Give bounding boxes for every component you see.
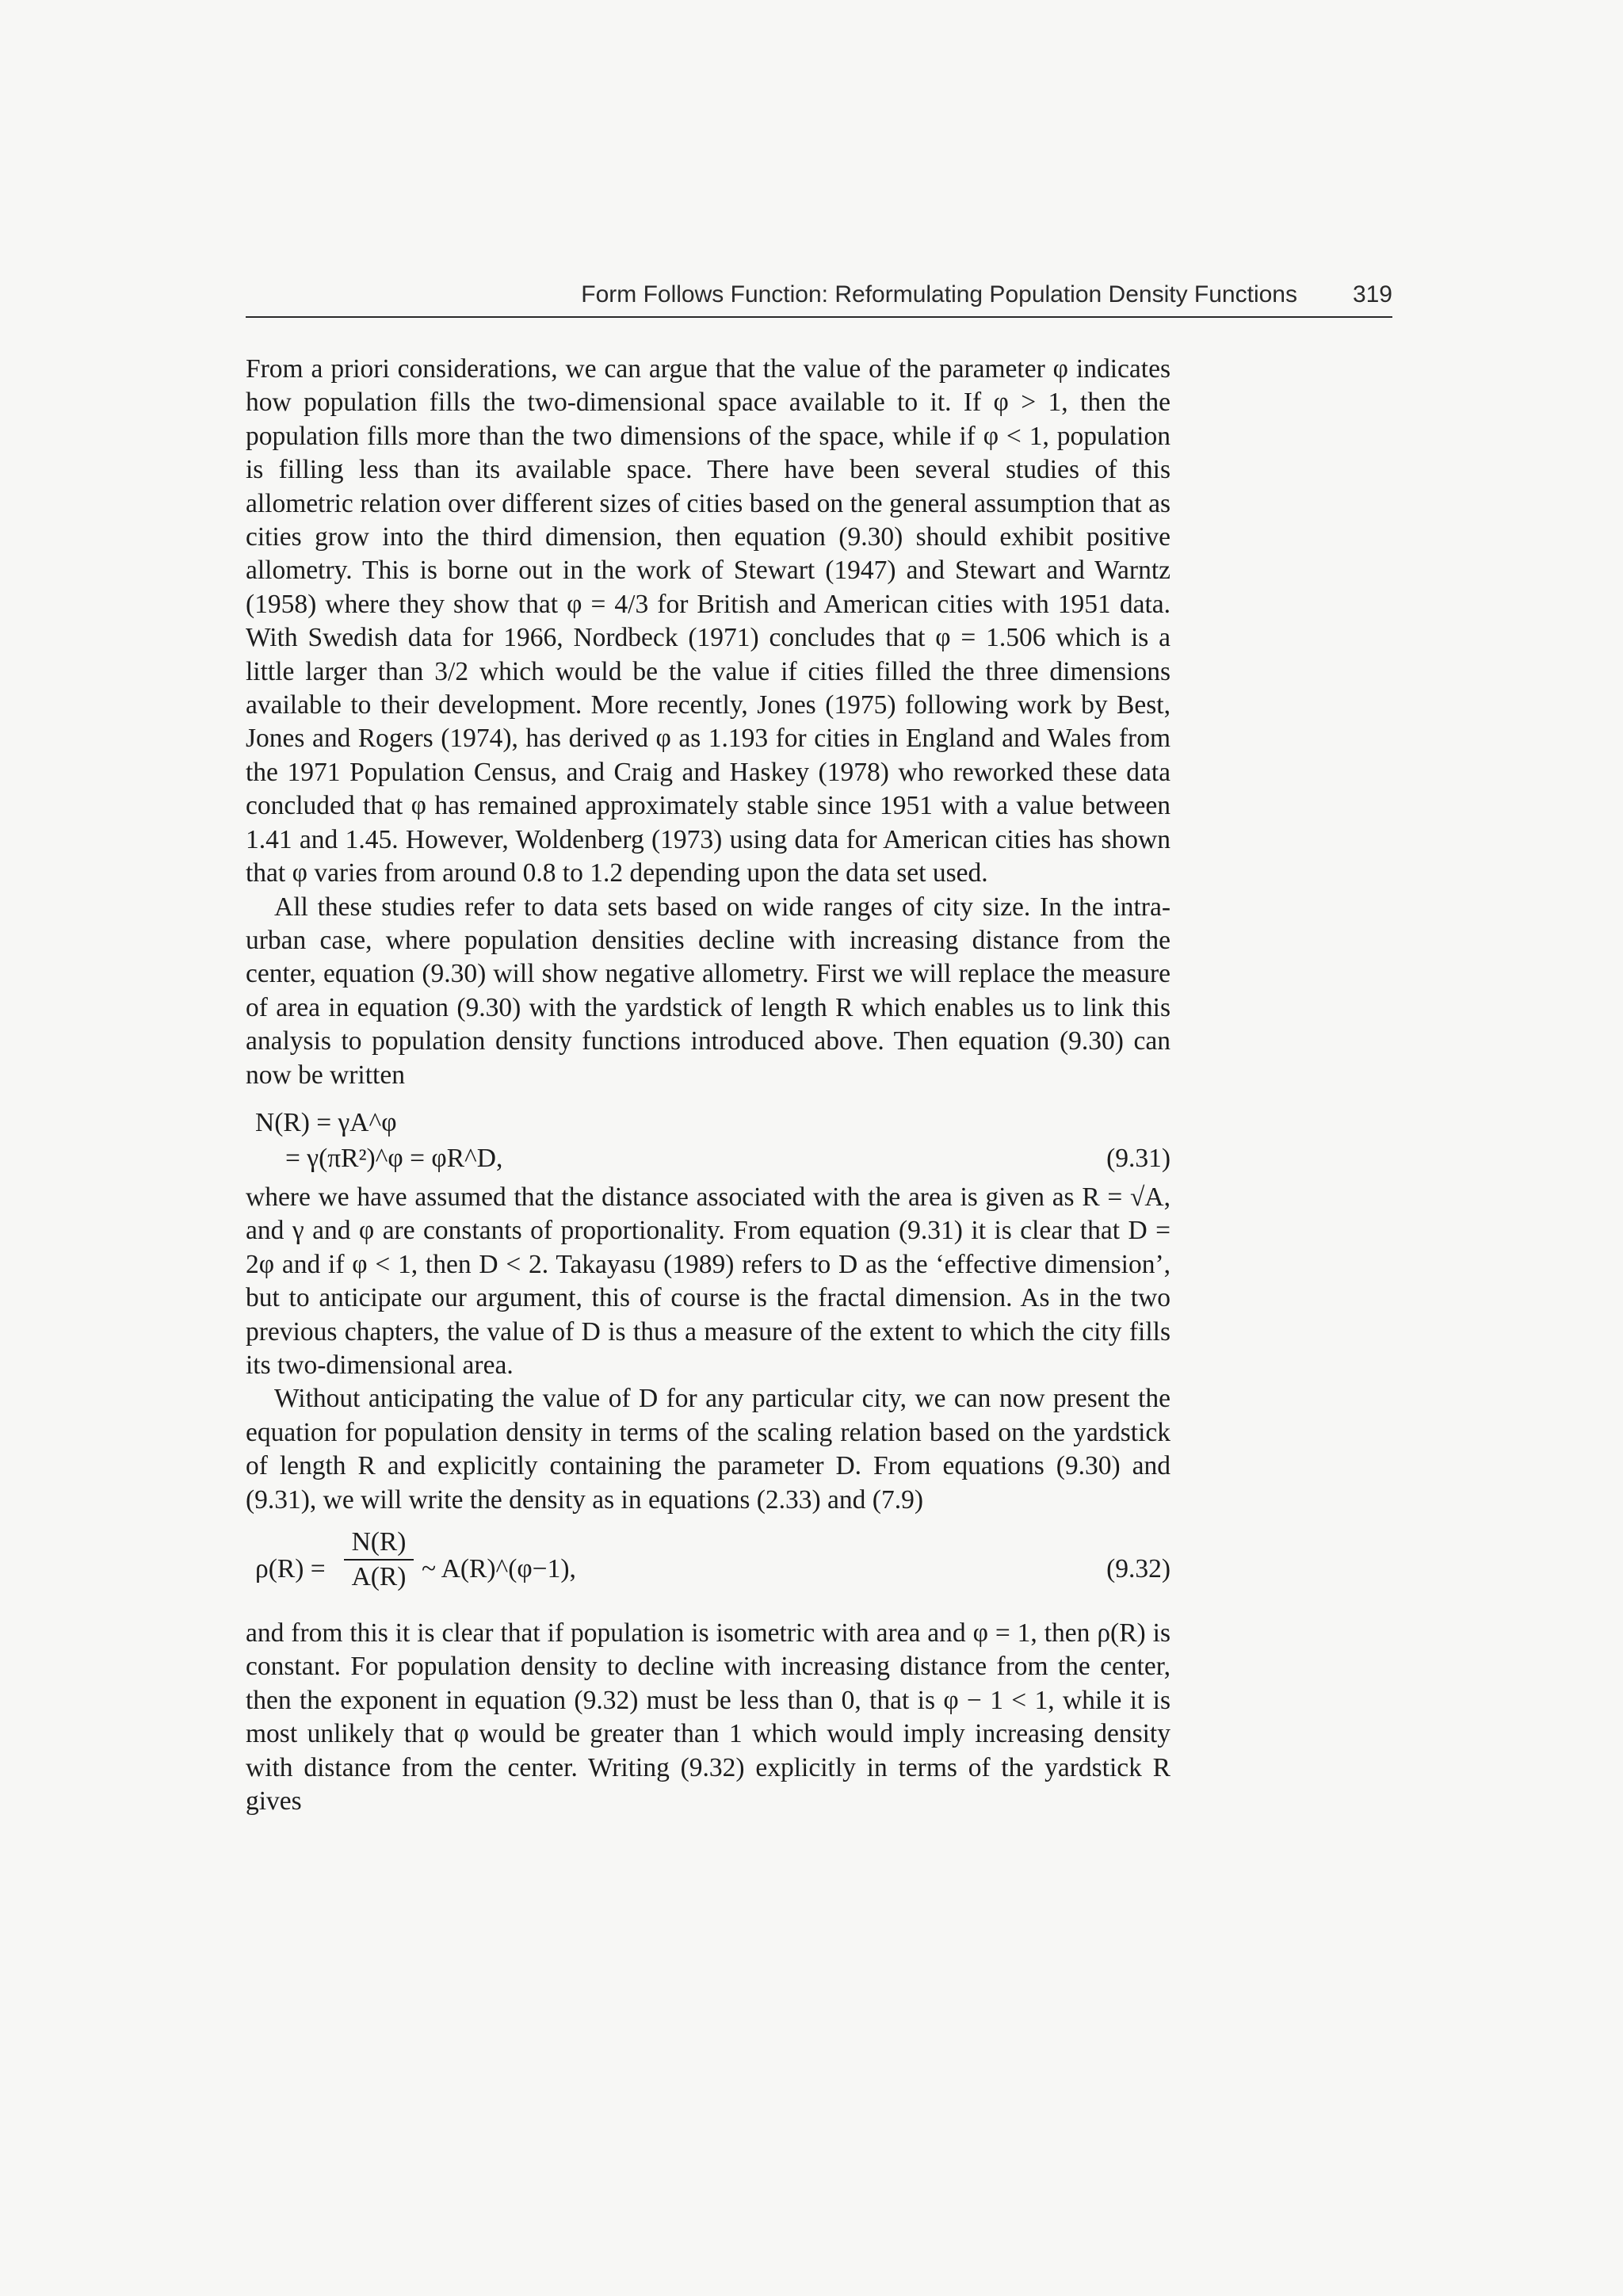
- equation-9-31-line-2: [246, 1142, 1170, 1178]
- paragraph-3: where we have assumed that the distance associated with the area is given as R = √A, and γ and φ are constants of proportionality. From equation (9.31) it is clear that D = 2φ and if φ < 1, then D < 2. Takayasu (1989) refers to D as the ‘effective dimension’, but to anticipate our argument, this of course is the fractal dimension. As in the two previous chapters, the value of D is thus a measure of the extent to which the city fills its two-dimensional area.: [246, 1182, 1170, 1380]
- body-text: [246, 353, 1170, 1818]
- fraction-denominator: A(R): [351, 1562, 407, 1591]
- paragraph-4: Without anticipating the value of D for any particular city, we can now present the equation for population density in terms of the scaling relation based on the yardstick of length R and explicitly containing the parameter D. From equations (9.30) and (9.31), we will write the density as in equations (2.33) and (7.9): [246, 1384, 1170, 1515]
- paragraph-5: and from this it is clear that if population is isometric with area and φ = 1, then ρ(R) is constant. For population density to decline with increasing distance from the center, then the exponent in equation (9.32) must be less than 0, that is φ − 1 < 1, while it is most unlikely that φ would be greater than 1 which would imply increasing density with distance from the center. Writing (9.32) explicitly in terms of the yardstick R gives: [246, 1618, 1170, 1817]
- equation-9-31-line-1: [246, 1106, 1170, 1142]
- equation-lhs: ρ(R) =: [255, 1554, 326, 1584]
- fraction-bar: [344, 1559, 414, 1561]
- equation-number: (9.32): [1106, 1554, 1170, 1584]
- fraction-numerator: N(R): [351, 1527, 407, 1557]
- equation-9-32: [246, 1526, 1170, 1612]
- running-title: Form Follows Function: Reformulating Population Density Functions: [581, 281, 1297, 308]
- page-number: 319: [1352, 281, 1392, 308]
- equation-expression: N(R) = γA^φ: [255, 1107, 397, 1137]
- paragraph-1: From a priori considerations, we can argue that the value of the parameter φ indicates how population fills the two-dimensional space available to it. If φ > 1, then the population fills more than the two dimensions of the space, while if φ < 1, population is filling less than its available space. There have been several studies of this allometric relation over different sizes of cities based on the general assumption that as cities grow into the third dimension, then equation (9.30) should exhibit positive allometry. This is borne out in the work of Stewart (1947) and Stewart and Warntz (1958) where they show that φ = 4/3 for British and American cities with 1951 data. With Swedish data for 1966, Nordbeck (1971) concludes that φ = 1.506 which is a little larger than 3/2 which would be the value if cities filled the three dimensions available to their development. More recently, Jones (1975) following work by Best, Jones and Rogers (1974), has derived φ as 1.193 for cities in England and Wales from the 1971 Population Census, and Craig and Haskey (1978) who reworked these data concluded that φ has remained approximately stable since 1951 with a value between 1.41 and 1.45. However, Woldenberg (1973) using data for American cities has shown that φ varies from around 0.8 to 1.2 depending upon the data set used.: [246, 354, 1170, 888]
- paragraph-2: All these studies refer to data sets based on wide ranges of city size. In the intra-urban case, where population densities decline with increasing distance from the center, equation (9.30) will show negative allometry. First we will replace the measure of area in equation (9.30) with the yardstick of length R which enables us to link this analysis to population density functions introduced above. Then equation (9.30) can now be written: [246, 892, 1170, 1090]
- equation-number: (9.31): [1106, 1143, 1170, 1173]
- equation-rhs: ~ A(R)^(φ−1),: [422, 1554, 576, 1584]
- equation-expression: = γ(πR²)^φ = φR^D,: [285, 1143, 503, 1173]
- running-header: [246, 281, 1392, 318]
- equation-fraction: [342, 1526, 415, 1593]
